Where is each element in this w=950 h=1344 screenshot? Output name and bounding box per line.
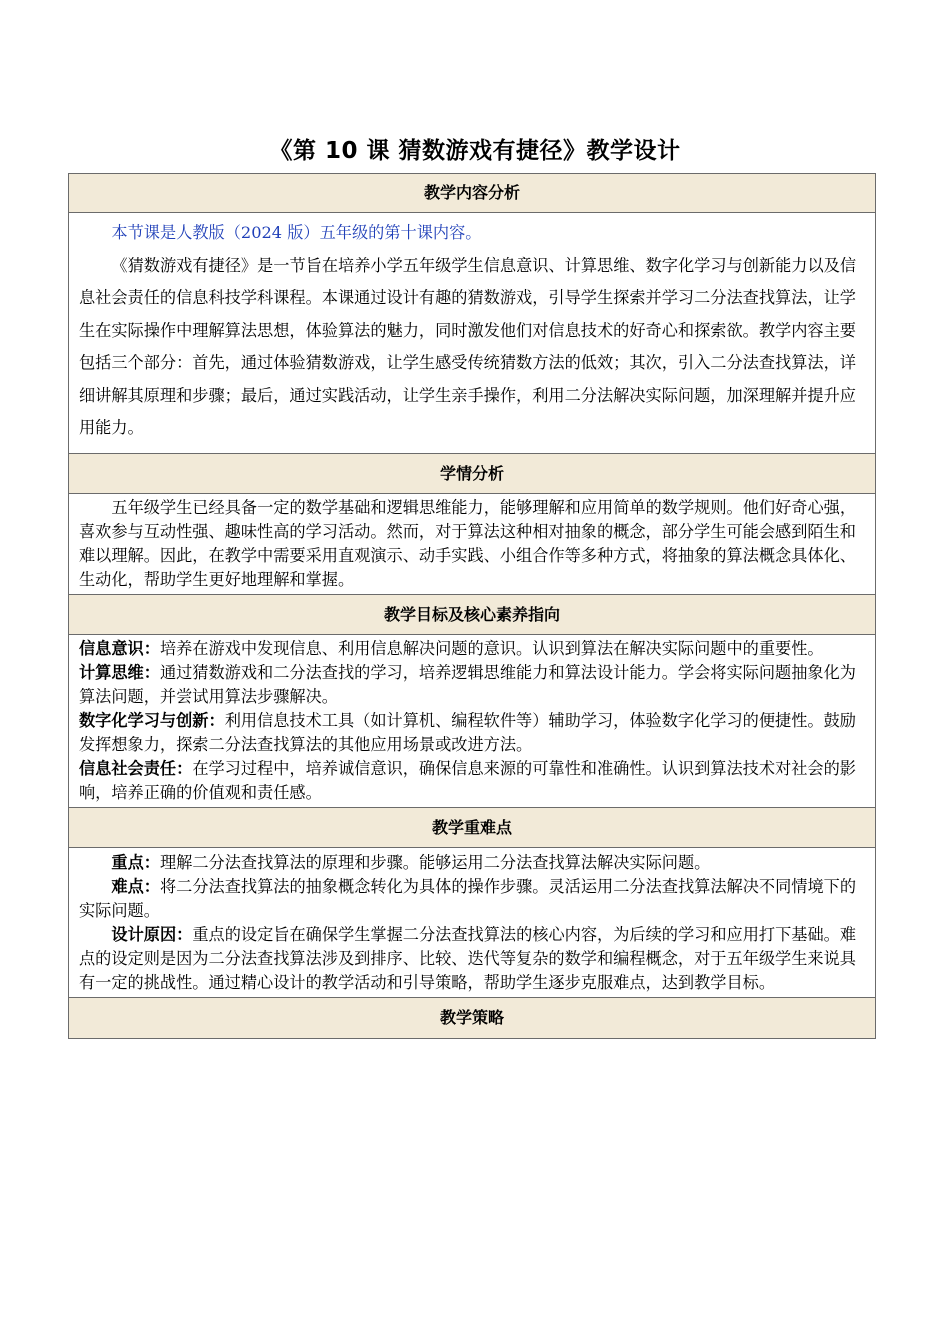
objective-text: 在学习过程中，培养诚信意识，确保信息来源的可靠性和准确性。认识到算法技术对社会的影响，培养正确的价值观和责任感。 xyxy=(79,758,856,802)
objective-item xyxy=(79,757,865,805)
objective-label: 计算思维： xyxy=(79,662,160,682)
difficult-point-label: 难点： xyxy=(111,876,160,896)
design-reason-label: 设计原因： xyxy=(111,924,193,944)
objective-label: 数字化学习与创新： xyxy=(79,710,225,730)
objective-label: 信息社会责任： xyxy=(79,758,193,778)
objective-text: 通过猜数游戏和二分法查找的学习，培养逻辑思维能力和算法设计能力。学会将实际问题抽象化为算法问题，并尝试用算法步骤解决。 xyxy=(79,662,856,706)
objective-label: 信息意识： xyxy=(79,638,160,658)
key-point-item xyxy=(79,851,865,875)
section-body-content-analysis xyxy=(69,213,875,454)
section-body-learner-analysis xyxy=(69,494,875,595)
key-point-text: 理解二分法查找算法的原理和步骤。能够运用二分法查找算法解决实际问题。 xyxy=(159,852,711,872)
key-point-label: 重点： xyxy=(111,852,160,872)
section-header-content-analysis: 教学内容分析 xyxy=(69,174,875,213)
difficult-point-item xyxy=(79,875,865,923)
design-reason-text: 重点的设定旨在确保学生掌握二分法查找算法的核心内容，为后续的学习和应用打下基础。难点的设定则是因为二分法查找算法涉及到排序、比较、迭代等复杂的数学和编程概念，对于五年级学生来说具有一定的挑战性。通过精心设计的教学活动和引导策略，帮助学生逐步克服难点，达到教学目标。 xyxy=(79,924,857,992)
objective-text: 利用信息技术工具（如计算机、编程软件等）辅助学习，体验数字化学习的便捷性。鼓励发挥想象力，探索二分法查找算法的其他应用场景或改进方法。 xyxy=(79,710,856,754)
section-header-teaching-strategy: 教学策略 xyxy=(69,998,875,1038)
page-title: 《第 10 课 猜数游戏有捷径》教学设计 xyxy=(269,138,681,164)
objective-item xyxy=(79,637,865,661)
section-body-key-difficult-points xyxy=(69,848,875,998)
objective-item xyxy=(79,709,865,757)
objective-text: 培养在游戏中发现信息、利用信息解决问题的意识。认识到算法在解决实际问题中的重要性。 xyxy=(159,638,824,658)
content-analysis-text: 《猜数游戏有捷径》是一节旨在培养小学五年级学生信息意识、计算思维、数字化学习与创新能力以及信息社会责任的信息科技学科课程。本课通过设计有趣的猜数游戏，引导学生探索并学习二分法查找算法，让学生在实际操作中理解算法思想，体验算法的魅力，同时激发他们对信息技术的好奇心和探索欲。教学内容主要包括三个部分：首先，通过体验猜数游戏，让学生感受传统猜数方法的低效；其次，引入二分法查找算法，详细讲解其原理和步骤；最后，通过实践活动，让学生亲手操作，利用二分法解决实际问题，加深理解并提升应用能力。 xyxy=(79,255,857,437)
lesson-plan-table xyxy=(68,173,876,1039)
section-header-learner-analysis: 学情分析 xyxy=(69,454,875,494)
design-reason-item xyxy=(79,923,865,995)
section-header-key-difficult-points: 教学重难点 xyxy=(69,808,875,848)
section-body-objectives xyxy=(69,635,875,808)
objective-item xyxy=(79,661,865,709)
section-header-objectives: 教学目标及核心素养指向 xyxy=(69,595,875,635)
difficult-point-text: 将二分法查找算法的抽象概念转化为具体的操作步骤。灵活运用二分法查找算法解决不同情境下的实际问题。 xyxy=(79,876,857,920)
learner-analysis-text: 五年级学生已经具备一定的数学基础和逻辑思维能力，能够理解和应用简单的数学规则。他们好奇心强，喜欢参与互动性强、趣味性高的学习活动。然而，对于算法这种相对抽象的概念，部分学生可能会感到陌生和难以理解。因此，在教学中需要采用直观演示、动手实践、小组合作等多种方式，将抽象的算法概念具体化、生动化，帮助学生更好地理解和掌握。 xyxy=(79,497,857,589)
lesson-intro-text: 本节课是人教版（2024 版）五年级的第十课内容。 xyxy=(111,223,482,242)
